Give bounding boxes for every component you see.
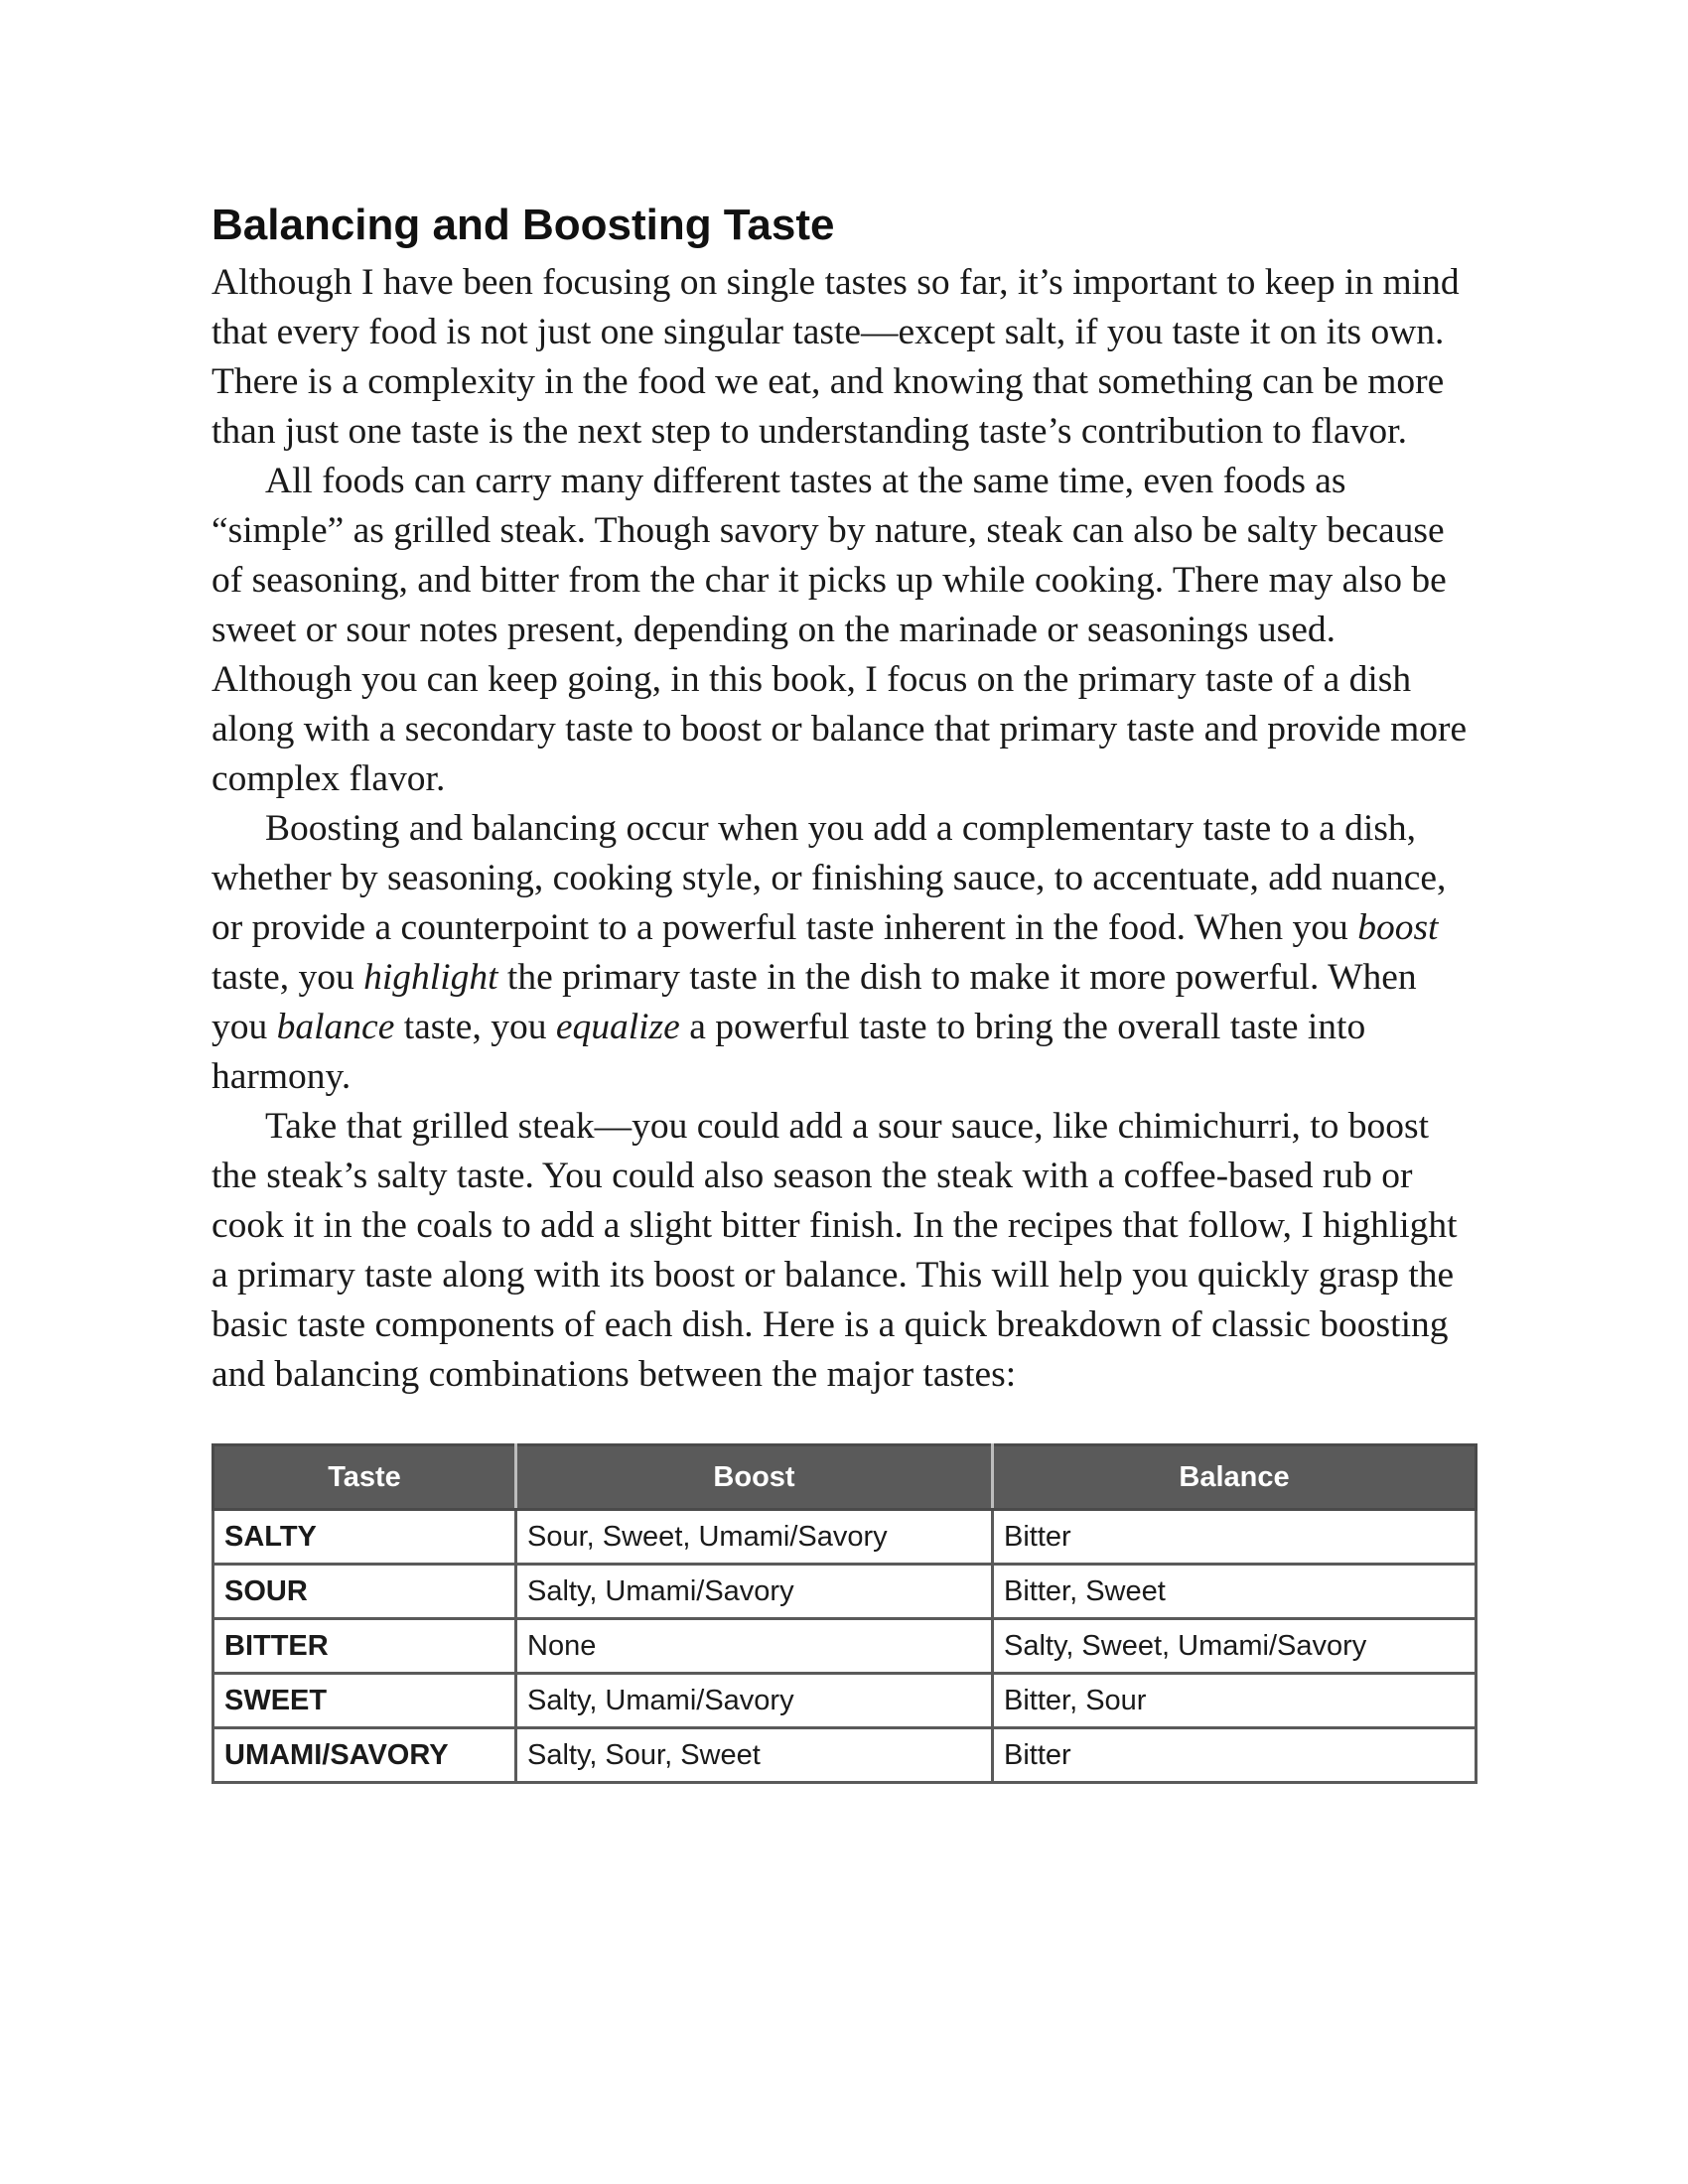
header-taste: Taste (213, 1445, 516, 1510)
cell-boost: Salty, Sour, Sweet (516, 1728, 993, 1783)
header-boost: Boost (516, 1445, 993, 1510)
emphasis-equalize: equalize (555, 1007, 680, 1047)
table-header-row (213, 1445, 1477, 1510)
cell-taste: BITTER (213, 1619, 516, 1674)
section-heading: Balancing and Boosting Taste (211, 201, 835, 249)
emphasis-highlight: highlight (363, 957, 498, 998)
table-row (213, 1728, 1477, 1783)
taste-table (211, 1443, 1477, 1784)
cell-taste: SALTY (213, 1510, 516, 1565)
cell-taste: SWEET (213, 1674, 516, 1728)
taste-table-container (211, 1443, 1475, 1784)
table-row (213, 1619, 1477, 1674)
cell-balance: Bitter (993, 1510, 1477, 1565)
table-row (213, 1510, 1477, 1565)
page-content (211, 199, 1475, 1784)
emphasis-boost: boost (1357, 907, 1439, 948)
table-row (213, 1565, 1477, 1619)
cell-boost: Salty, Umami/Savory (516, 1674, 993, 1728)
paragraph-steak-example: Take that grilled steak—you could add a sour sauce, like chimichurri, to boost the steak’s salty taste. You could also season the steak with a coffee-based rub or cook it in the coals to add a slight bitter finish. In the recipes that follow, I highlight a primary taste along with its boost or balance. This will help you quickly grasp the basic taste components of each dish. Here is a quick breakdown of classic boosting and balancing combinations between the major tastes: (211, 1106, 1458, 1395)
paragraph-boost-balance: Boosting and balancing occur when you add a complementary taste to a dish, whether by seasoning, cooking style, or finishing sauce, to accentuate, add nuance, or provide a counterpoint to a powerful taste inherent in the food. When you boost taste, you highlight the primary taste in the dish to make it more powerful. When you balance taste, you equalize a powerful taste to bring the overall taste into harmony. (211, 808, 1447, 1097)
cell-taste: SOUR (213, 1565, 516, 1619)
table-row (213, 1674, 1477, 1728)
cell-balance: Salty, Sweet, Umami/Savory (993, 1619, 1477, 1674)
cell-balance: Bitter, Sweet (993, 1565, 1477, 1619)
cell-taste: UMAMI/SAVORY (213, 1728, 516, 1783)
cell-balance: Bitter, Sour (993, 1674, 1477, 1728)
paragraph-intro: Although I have been focusing on single tastes so far, it’s important to keep in mind that every food is not just one singular taste—except salt, if you taste it on its own. There is a complexity in the food we eat, and knowing that something can be more than just one taste is the next step to understanding taste’s contribution to flavor. (211, 262, 1460, 452)
cell-boost: Sour, Sweet, Umami/Savory (516, 1510, 993, 1565)
paragraph-many-tastes: All foods can carry many different tastes at the same time, even foods as “simple” as grilled steak. Though savory by nature, steak can also be salty because of seasoning, and bitter from the char it picks up while cooking. There may also be sweet or sour notes present, depending on the marinade or seasonings used. Although you can keep going, in this book, I focus on the primary taste of a dish along with a secondary taste to boost or balance that primary taste and provide more complex flavor. (211, 461, 1468, 799)
emphasis-balance: balance (276, 1007, 395, 1047)
cell-boost: Salty, Umami/Savory (516, 1565, 993, 1619)
cell-balance: Bitter (993, 1728, 1477, 1783)
header-balance: Balance (993, 1445, 1477, 1510)
cell-boost: None (516, 1619, 993, 1674)
